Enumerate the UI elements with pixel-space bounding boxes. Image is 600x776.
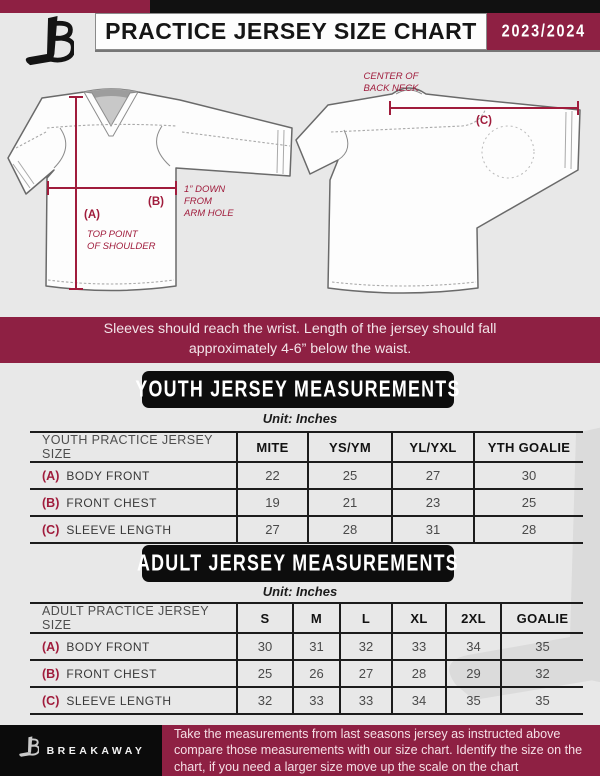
adult-unit-label: Unit: Inches [262, 584, 338, 599]
row-key: (C) [42, 693, 60, 708]
cell-value: 31 [392, 516, 474, 543]
adult-size-table [30, 602, 583, 715]
cell-value: 25 [237, 660, 293, 687]
cell-value: 31 [293, 633, 340, 660]
youth-heading-text: YOUTH JERSEY MEASUREMENTS [135, 376, 461, 402]
cell-value: 25 [474, 489, 583, 516]
breakaway-b-logo-icon [20, 15, 74, 73]
adult-col-goalie: GOALIE [501, 603, 583, 633]
adult-col-s: S [237, 603, 293, 633]
table-row [30, 633, 583, 660]
cell-value: 33 [340, 687, 392, 714]
adult-col-l: L [340, 603, 392, 633]
fit-instruction-text: Sleeves should reach the wrist. Length of the jersey should fall approximately 4-6” below the waist. [103, 321, 497, 357]
cell-value: 25 [308, 462, 392, 489]
footer-note-block [162, 725, 600, 776]
row-label: SLEEVE LENGTH [66, 522, 172, 537]
cell-value: 32 [340, 633, 392, 660]
cell-value: 28 [392, 660, 446, 687]
youth-col-ysym: YS/YM [308, 432, 392, 462]
label-c: (C) [476, 115, 492, 127]
table-row [30, 660, 583, 687]
note-b-line3: ARM HOLE [184, 208, 234, 219]
label-b: (B) [148, 196, 164, 208]
adult-size-row-label: ADULT PRACTICE JERSEY SIZE [30, 603, 237, 633]
page-title: PRACTICE JERSEY SIZE CHART [105, 18, 477, 44]
row-label: BODY FRONT [66, 639, 150, 654]
row-label: FRONT CHEST [66, 495, 157, 510]
row-key: (B) [42, 495, 60, 510]
cell-value: 28 [308, 516, 392, 543]
cell-value: 32 [237, 687, 293, 714]
youth-col-ylyxl: YL/YXL [392, 432, 474, 462]
row-key: (B) [42, 666, 60, 681]
adult-col-m: M [293, 603, 340, 633]
table-row [30, 516, 583, 543]
row-key: (A) [42, 639, 60, 654]
cell-value: 33 [392, 633, 446, 660]
adult-col-xl: XL [392, 603, 446, 633]
youth-table-header-row [30, 432, 583, 462]
cell-value: 33 [293, 687, 340, 714]
cell-value: 34 [446, 633, 501, 660]
table-row [30, 462, 583, 489]
cell-value: 19 [237, 489, 308, 516]
cell-value: 35 [501, 687, 583, 714]
table-row [30, 687, 583, 714]
adult-table-header-row [30, 603, 583, 633]
cell-value: 30 [474, 462, 583, 489]
note-c-line2: BACK NECK [363, 83, 419, 94]
label-a: (A) [84, 209, 100, 221]
jersey-measurement-diagram [0, 52, 600, 317]
cell-value: 28 [474, 516, 583, 543]
youth-col-goalie: YTH GOALIE [474, 432, 583, 462]
footer-note-text: Take the measurements from last seasons jersey as instructed above compare those measurements with our size chart. Identify the size on the chart, if you need a larger size move up the scale on the chart [174, 727, 583, 774]
jersey-back-drawing [296, 88, 580, 293]
adult-section-heading [137, 545, 459, 582]
row-label: FRONT CHEST [66, 666, 157, 681]
page-title-box [95, 13, 487, 50]
cell-value: 35 [446, 687, 501, 714]
cell-value: 35 [501, 633, 583, 660]
breakaway-b-logo-small-icon [17, 736, 39, 765]
cell-value: 23 [392, 489, 474, 516]
cell-value: 21 [308, 489, 392, 516]
jersey-front-drawing [8, 89, 292, 291]
adult-heading-text: ADULT JERSEY MEASUREMENTS [137, 550, 459, 576]
youth-section-heading [135, 371, 461, 408]
row-key: (A) [42, 468, 60, 483]
note-a-line2: OF SHOULDER [87, 241, 156, 252]
row-key: (C) [42, 522, 60, 537]
cell-value: 27 [392, 462, 474, 489]
row-label: SLEEVE LENGTH [66, 693, 172, 708]
table-row [30, 489, 583, 516]
cell-value: 34 [392, 687, 446, 714]
cell-value: 30 [237, 633, 293, 660]
note-b-line2: FROM [184, 196, 212, 207]
note-a-line1: TOP POINT [87, 229, 138, 240]
brand-name: BREAKAWAY [46, 744, 146, 757]
footer-brand-block [0, 725, 162, 776]
top-strip-maroon [0, 0, 150, 13]
season-badge [487, 13, 600, 50]
cell-value: 27 [237, 516, 308, 543]
youth-col-mite: MITE [237, 432, 308, 462]
youth-size-row-label: YOUTH PRACTICE JERSEY SIZE [30, 432, 237, 462]
header [0, 13, 600, 50]
cell-value: 27 [340, 660, 392, 687]
cell-value: 32 [501, 660, 583, 687]
note-b-line1: 1” DOWN [184, 184, 226, 195]
cell-value: 26 [293, 660, 340, 687]
fit-instruction-banner [0, 317, 600, 363]
note-c-line1: CENTER OF [363, 71, 419, 82]
cell-value: 29 [446, 660, 501, 687]
season-label: 2023/2024 [501, 21, 586, 41]
row-label: BODY FRONT [66, 468, 150, 483]
youth-unit-label: Unit: Inches [262, 411, 338, 426]
adult-col-2xl: 2XL [446, 603, 501, 633]
cell-value: 22 [237, 462, 308, 489]
footer [0, 725, 600, 776]
youth-size-table [30, 431, 583, 544]
